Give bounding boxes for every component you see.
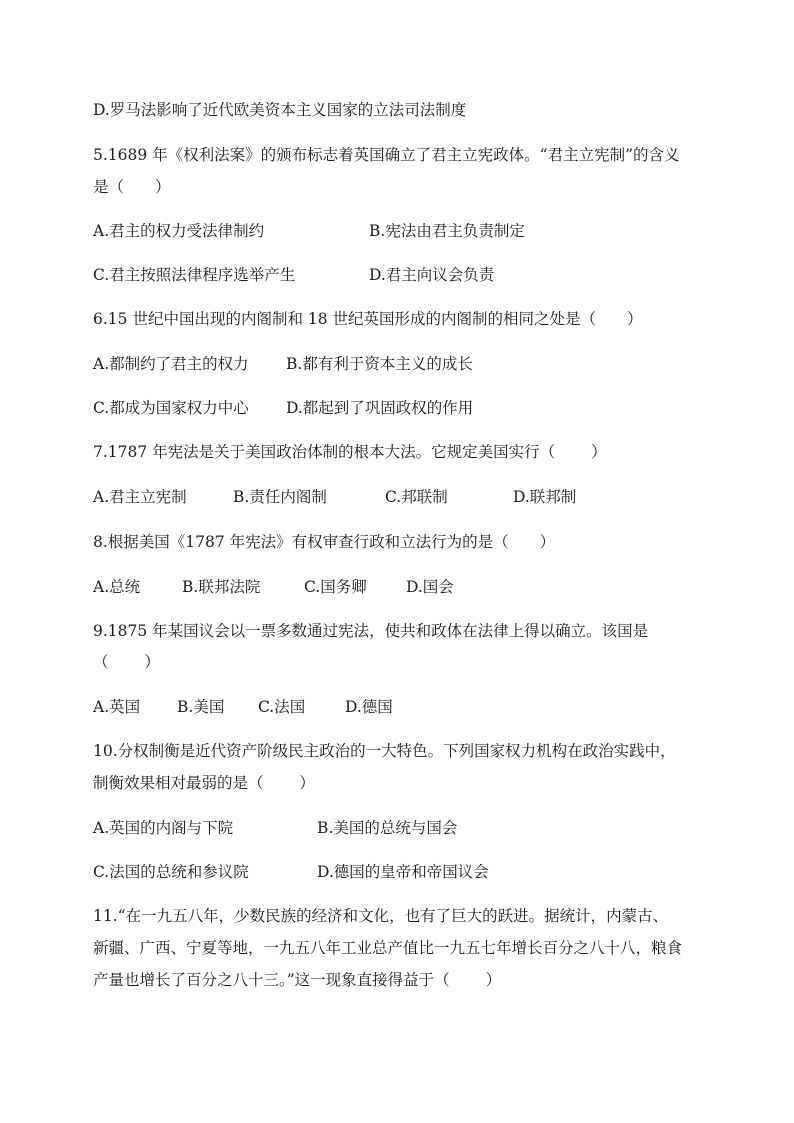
q5-option-a: A.君主的权力受法律制约 <box>93 222 265 240</box>
q10-option-c: C.法国的总统和参议院 <box>93 863 249 881</box>
q6-option-c: C.都成为国家权力中心 <box>93 399 249 417</box>
q8-option-c: C.国务卿 <box>304 578 367 596</box>
q9-option-a: A.英国 <box>93 698 141 716</box>
q7-option-c: C.邦联制 <box>385 488 448 506</box>
q11-stem-line2: 新疆、广西、宁夏等地，一九五八年工业总产值比一九五七年增长百分之八十八，粮食 <box>93 939 683 957</box>
q9-option-c: C.法国 <box>258 698 306 716</box>
q9-stem-line2: （ ） <box>93 653 160 671</box>
q9-option-d: D.德国 <box>345 698 393 716</box>
q6-option-a: A.都制约了君主的权力 <box>93 355 249 373</box>
q8-option-b: B.联邦法院 <box>182 578 261 596</box>
q5-option-d: D.君主向议会负责 <box>369 266 495 284</box>
q8-stem-line1: 8.根据美国《1787 年宪法》有权审查行政和立法行为的是（ ） <box>93 533 556 551</box>
q7-option-d: D.联邦制 <box>513 488 577 506</box>
q8-option-a: A.总统 <box>93 578 141 596</box>
q11-stem-line3: 产量也增长了百分之八十三。”这一现象直接得益于（ ） <box>93 971 502 989</box>
q9-stem-line1: 9.1875 年某国议会以一票多数通过宪法，使共和政体在法律上得以确立。该国是 <box>93 622 649 640</box>
q8-option-d: D.国会 <box>406 578 454 596</box>
q7-option-b: B.责任内阁制 <box>233 488 327 506</box>
q5-option-b: B.宪法由君主负责制定 <box>369 222 525 240</box>
q5-stem-line1: 5.1689 年《权利法案》的颁布标志着英国确立了君主立宪政体。“君主立宪制”的含义 <box>93 146 680 164</box>
q7-option-a: A.君主立宪制 <box>93 488 187 506</box>
q11-stem-line1: 11.“在一九五八年，少数民族的经济和文化，也有了巨大的跃进。据统计，内蒙古、 <box>93 907 669 925</box>
q9-option-b: B.美国 <box>177 698 225 716</box>
q6-stem-line1: 6.15 世纪中国出现的内阁制和 18 世纪英国形成的内阁制的相同之处是（ ） <box>93 310 643 328</box>
q10-stem-line2: 制衡效果相对最弱的是（ ） <box>93 774 315 792</box>
q7-stem-line1: 7.1787 年宪法是关于美国政治体制的根本大法。它规定美国实行（ ） <box>93 443 607 461</box>
q10-option-a: A.英国的内阁与下院 <box>93 819 234 837</box>
q5-option-c: C.君主按照法律程序选举产生 <box>93 266 296 284</box>
q10-stem-line1: 10.分权制衡是近代资产阶级民主政治的一大特色。下列国家权力机构在政治实践中， <box>93 742 676 760</box>
q6-option-b: B.都有利于资本主义的成长 <box>286 355 473 373</box>
q4-option-d: D.罗马法影响了近代欧美资本主义国家的立法司法制度 <box>93 101 467 119</box>
q5-stem-line2: 是（ ） <box>93 178 171 196</box>
q10-option-b: B.美国的总统与国会 <box>317 819 458 837</box>
q6-option-d: D.都起到了巩固政权的作用 <box>286 399 474 417</box>
q10-option-d: D.德国的皇帝和帝国议会 <box>317 863 489 881</box>
